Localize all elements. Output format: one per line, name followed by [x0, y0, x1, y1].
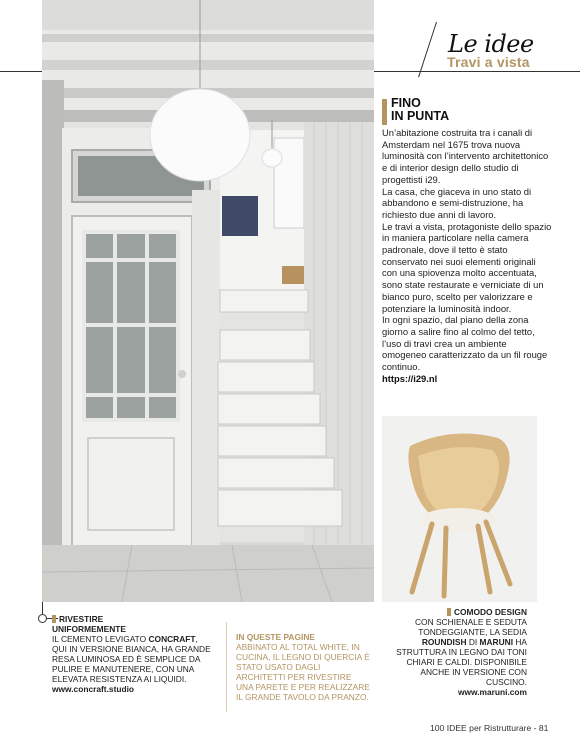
caption-right-brand: MARUNI: [479, 637, 514, 647]
caption-left-title-line-2: UNIFORMEMENTE: [52, 624, 126, 634]
chair-photo: [382, 416, 537, 602]
caption-right-body: [380, 617, 527, 687]
caption-right-body-post: HA STRUTTURA IN LEGNO DAI TONI CHIARI E CALDI. DISPONIBILE ANCHE IN VERSIONE CON CUSCINO.: [396, 637, 527, 687]
article-headline: [382, 97, 552, 123]
caption-left-body-post: , QUI IN VERSIONE BIANCA, HA GRANDE RESA LUMINOSA ED È SEMPLICE DA PULIRE E MANUTENERE, CON UNA ELEVATA RESISTENZA AI LIQUIDI.: [52, 634, 211, 684]
headline-line-1: FINO: [391, 96, 421, 110]
caption-left-body: [52, 634, 212, 684]
article: [382, 97, 552, 385]
article-paragraph: Un’abitazione costruita tra i canali di Amsterdam nel 1675 trova nuova luminosità con l’intervento architettonico e di interior design dello studio di progettisti i29.: [382, 127, 549, 185]
staircase-photo: [42, 0, 374, 602]
section-title: Le idee: [448, 30, 534, 58]
caption-left-brand: CONCRAFT: [148, 634, 196, 644]
caption-left-body-pre: IL CEMENTO LEVIGATO: [52, 634, 149, 644]
caption-right-body-mid: DI: [466, 637, 480, 647]
section-subtitle: Travi a vista: [447, 54, 530, 70]
page-folio: 100 IDEE per Ristrutturare - 81: [430, 723, 549, 733]
headline-line-2: IN PUNTA: [391, 109, 450, 123]
caption-left-link[interactable]: www.concraft.studio: [52, 684, 135, 694]
caption-right-title: COMODO DESIGN: [453, 607, 527, 617]
header-tick-line: [418, 22, 437, 77]
caption-left-title: [52, 614, 212, 634]
article-paragraph: In ogni spazio, dal piano della zona giorno a salire fino al colmo del tetto, l’uso di travi crea un ambiente omogeneo caratterizzato da un fil rouge continuo.: [382, 314, 548, 373]
caption-middle-body: ABBINATO AL TOTAL WHITE, IN CUCINA, IL LEGNO DI QUERCIA È STATO USATO DAGLI ARCHITETTI PER RIVESTIRE UNA PARETE E PER REALIZZARE IL GRANDE TAVOLO DA PRANZO.: [236, 642, 370, 702]
caption-left: [52, 614, 212, 694]
chair-illustration: [382, 416, 537, 602]
caption-connector-vertical: [42, 602, 43, 614]
caption-right-link[interactable]: www.maruni.com: [457, 687, 527, 697]
caption-left-title-line-1: RIVESTIRE: [59, 614, 104, 624]
staircase-illustration: [42, 0, 374, 602]
headline-accent-bar: [382, 99, 387, 125]
article-paragraph: Le travi a vista, protagoniste dello spazio in maniera particolare nella camera padronale, dove il tetto è stato conservato nei suoi elementi originali con una spiovenza molto accentuata, sono state restaurate e verniciate di un bianco puro, scelto per valorizzare e potenziare la luminosità indoor.: [382, 220, 552, 314]
caption-right: [380, 607, 527, 697]
caption-right-body-pre: CON SCHIENALE E SEDUTA TONDEGGIANTE, LA SEDIA: [415, 617, 527, 637]
caption-accent-bar: [447, 608, 451, 616]
article-paragraph: La casa, che giaceva in uno stato di abbandono e semi-distruzione, ha richiesto due anni di lavoro.: [382, 185, 532, 220]
article-body: [382, 127, 552, 373]
caption-middle-title: IN QUESTE PAGINE: [236, 632, 315, 642]
caption-divider: [226, 622, 227, 712]
article-link[interactable]: https://i29.nl: [382, 372, 438, 384]
caption-accent-bar: [52, 615, 56, 623]
caption-middle: [236, 632, 370, 702]
caption-right-title-row: [380, 607, 527, 617]
caption-right-product: ROUNDISH: [421, 637, 467, 647]
